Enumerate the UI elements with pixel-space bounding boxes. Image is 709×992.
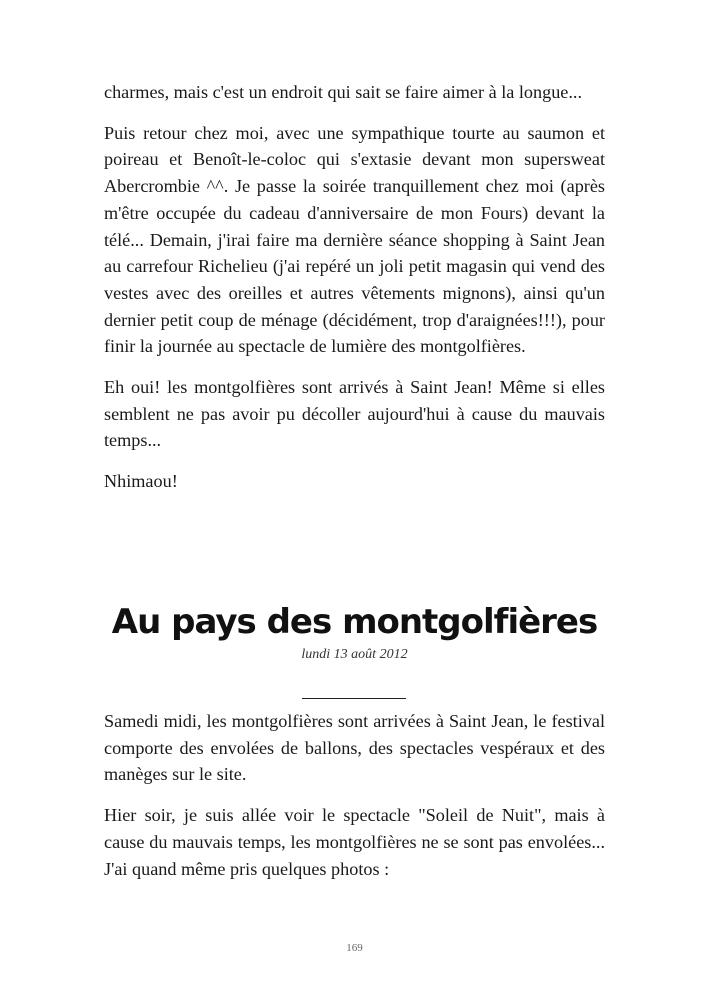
paragraph: Samedi midi, les montgolfières sont arrivées à Saint Jean, le festival comporte des envolées de ballons, des spectacles vespéraux et des manèges sur le site. [104, 711, 605, 785]
article-date: lundi 13 août 2012 [301, 647, 408, 662]
previous-post-body [104, 79, 605, 509]
paragraph: Hier soir, je suis allée voir le spectacle "Soleil de Nuit", mais à cause du mauvais temps, les montgolfières ne se sont pas envolées... J'ai quand même pris quelques photos : [104, 805, 605, 879]
paragraph: Puis retour chez moi, avec une sympathique tourte au saumon et poireau et Benoît-le-coloc qui s'extasie devant mon supersweat Abercrombie ^^. Je passe la soirée tranquillement chez moi (après m'être occupée du cadeau d'anniversaire de mon Fours) devant la télé... Demain, j'irai faire ma dernière séance shopping à Saint Jean au carrefour Richelieu (j'ai repéré un joli petit magasin qui vend des vestes avec des oreilles et autres vêtements mignons), ainsi qu'un dernier petit coup de ménage (décidément, trop d'araignées!!!), pour finir la journée au spectacle de lumière des montgolfières. [104, 122, 605, 357]
title-divider [302, 698, 406, 699]
article-body [104, 708, 605, 896]
paragraph: charmes, mais c'est un endroit qui sait se faire aimer à la longue... [104, 82, 583, 102]
page-number: 169 [346, 942, 363, 954]
paragraph: Eh oui! les montgolfières sont arrivés à Saint Jean! Même si elles semblent ne pas avoir pu décoller aujourd'hui à cause du mauvais temps... [104, 377, 605, 451]
article-title: Au pays des montgolfières [111, 602, 598, 642]
signature-line: Nhimaou! [104, 471, 178, 492]
